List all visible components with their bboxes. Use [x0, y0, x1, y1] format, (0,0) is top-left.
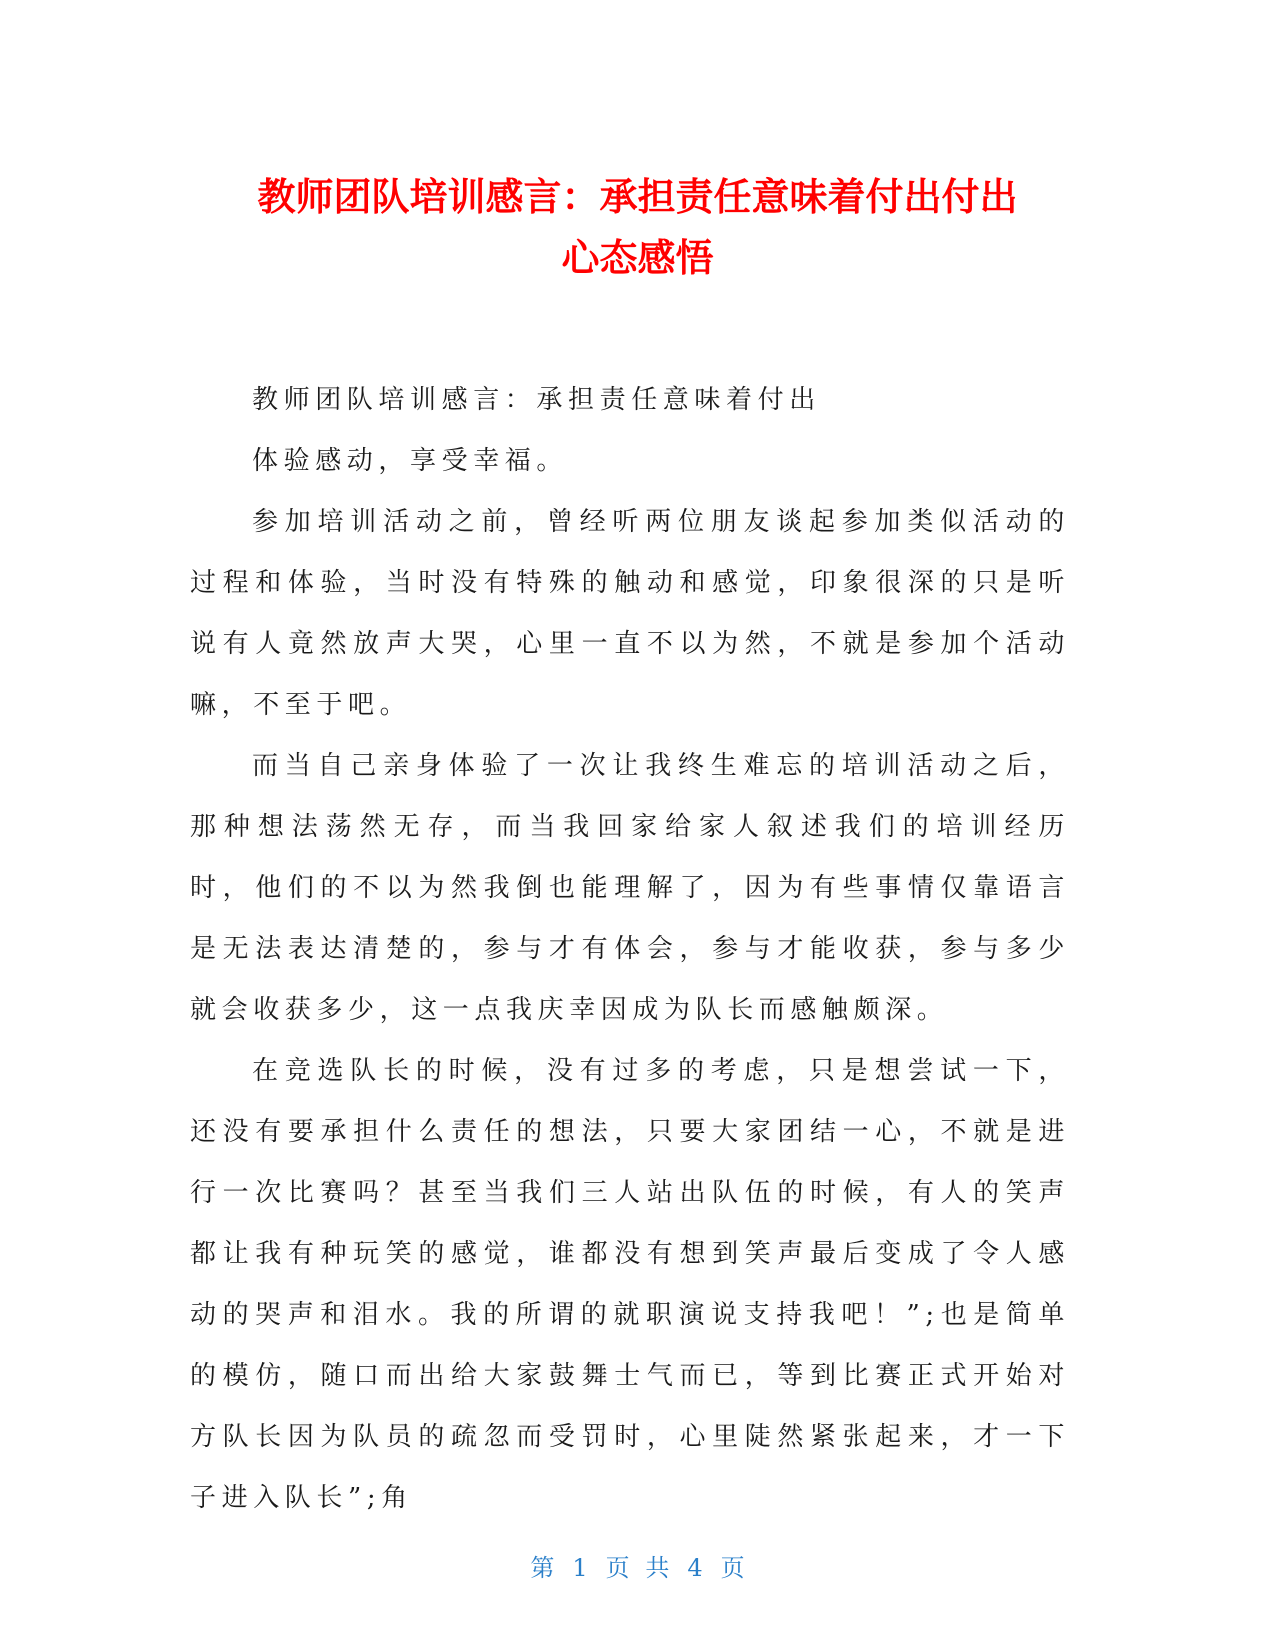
- footer-page-word: 页: [605, 1554, 630, 1582]
- page-footer: [0, 1548, 1275, 1583]
- footer-current-page: 1: [572, 1554, 588, 1582]
- footer-total-prefix: 共: [645, 1554, 670, 1582]
- paragraph-subtitle: 教师团队培训感言：承担责任意味着付出: [252, 385, 821, 415]
- document-title-line-2: 心态感悟: [561, 236, 714, 280]
- footer-total-pages: 4: [687, 1554, 703, 1582]
- footer-total-word: 页: [720, 1554, 745, 1582]
- paragraph-intro: 体验感动，享受幸福。: [252, 446, 569, 476]
- footer-page-prefix: 第: [530, 1554, 555, 1582]
- document-body: [190, 370, 1070, 1529]
- document-title-line-1: 教师团队培训感言：承担责任意味着付出付出: [257, 175, 1018, 219]
- paragraph-captain-election: 在竞选队长的时候，没有过多的考虑，只是想尝试一下，还没有要承担什么责任的想法，只要大家团结一心，不就是进行一次比赛吗？甚至当我们三人站出队伍的时候，有人的笑声都让我有种玩笑的感觉，谁都没有想到笑声最后变成了令人感动的哭声和泪水。我的所谓的就职演说支持我吧！”;也是简单的模仿，随口而出给大家鼓舞士气而已，等到比赛正式开始对方队长因为队员的疏忽而受罚时，心里陡然紧张起来，才一下子进入队长”;角: [190, 1056, 1070, 1513]
- paragraph-after-training: 而当自己亲身体验了一次让我终生难忘的培训活动之后，那种想法荡然无存，而当我回家给家人叙述我们的培训经历时，他们的不以为然我倒也能理解了，因为有些事情仅靠语言是无法表达清楚的，参与才有体会，参与才能收获，参与多少就会收获多少，这一点我庆幸因成为队长而感触颇深。: [190, 751, 1070, 1025]
- paragraph-before-training: 参加培训活动之前，曾经听两位朋友谈起参加类似活动的过程和体验，当时没有特殊的触动和感觉，印象很深的只是听说有人竟然放声大哭，心里一直不以为然，不就是参加个活动嘛，不至于吧。: [190, 507, 1070, 720]
